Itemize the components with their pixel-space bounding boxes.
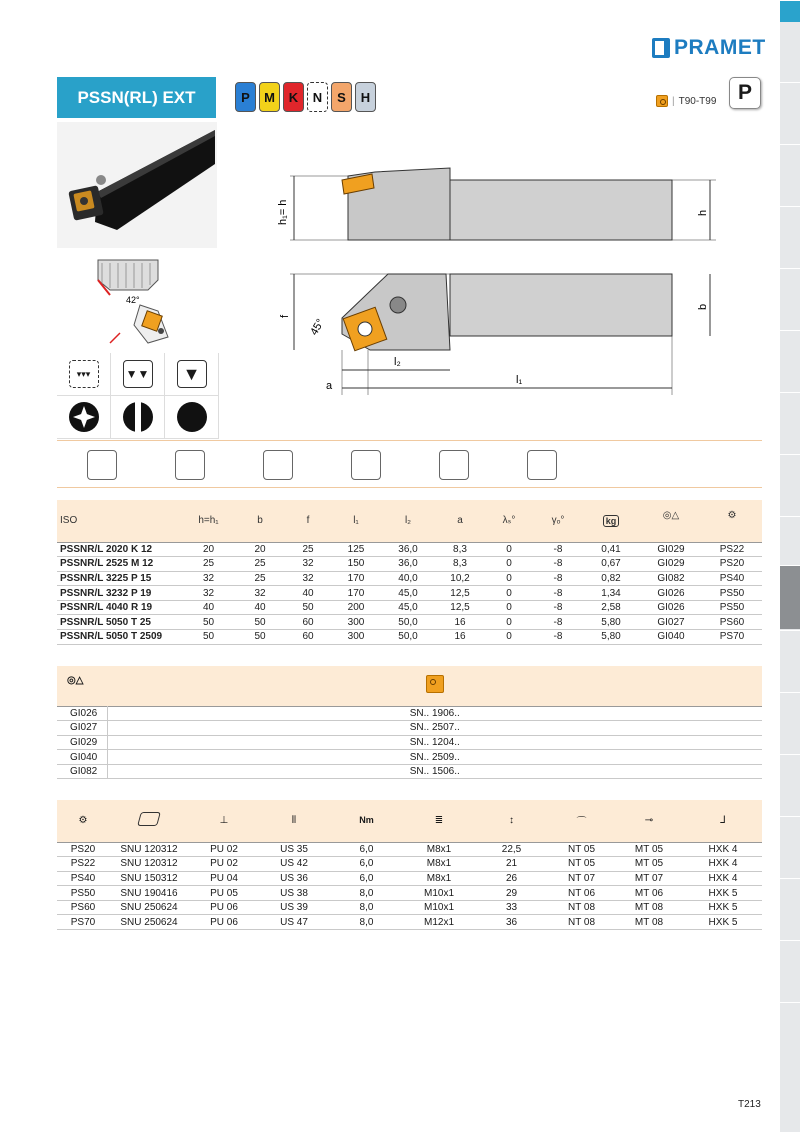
profile-turning-icon bbox=[263, 450, 293, 480]
table-cell: SN.. 2509.. bbox=[107, 750, 762, 765]
col-pin bbox=[189, 800, 259, 842]
table-cell: MT 05 bbox=[614, 842, 684, 857]
table-row bbox=[57, 615, 762, 630]
table-cell: 6,0 bbox=[329, 842, 404, 857]
table-cell: MT 05 bbox=[614, 857, 684, 872]
table-cell: MT 08 bbox=[614, 915, 684, 930]
table-cell: SNU 150312 bbox=[109, 871, 189, 886]
thread-icon: ≣ bbox=[434, 815, 444, 827]
insert-row bbox=[57, 735, 762, 750]
table-cell: 25 bbox=[181, 557, 236, 572]
icon-cell bbox=[111, 396, 165, 439]
table-cell: 0 bbox=[484, 557, 534, 572]
table-cell: PSSNR/L 3232 P 19 bbox=[57, 586, 181, 601]
table-cell: PSSNR/L 2020 K 12 bbox=[57, 542, 181, 557]
weight-icon: kg bbox=[603, 515, 620, 527]
chapter-tab bbox=[780, 330, 800, 390]
table-cell: PU 02 bbox=[189, 842, 259, 857]
insert-row bbox=[57, 764, 762, 779]
table-cell: NT 08 bbox=[549, 900, 614, 915]
spare-parts-row bbox=[57, 871, 762, 886]
table-cell: SN.. 2507.. bbox=[107, 721, 762, 736]
table-cell: 32 bbox=[236, 586, 284, 601]
spare-parts-row bbox=[57, 915, 762, 930]
page-number: T213 bbox=[738, 1099, 761, 1110]
table-cell: PS40 bbox=[57, 871, 109, 886]
chapter-tab bbox=[780, 144, 800, 204]
col-l1: l₁ bbox=[332, 500, 380, 542]
table-cell: 5,80 bbox=[582, 615, 640, 630]
length-icon: ↕ bbox=[509, 815, 514, 827]
table-cell: 32 bbox=[181, 571, 236, 586]
table-cell: GI026 bbox=[57, 706, 107, 721]
icon-cell bbox=[111, 353, 165, 396]
table-cell: MT 06 bbox=[614, 886, 684, 901]
medium-cut-icon: ▼▼ bbox=[123, 360, 153, 388]
col-iso: ISO bbox=[57, 500, 181, 542]
table-cell: 8,0 bbox=[329, 886, 404, 901]
table-cell: PS60 bbox=[57, 900, 109, 915]
chapter-tab bbox=[780, 692, 800, 752]
table-cell: NT 05 bbox=[549, 857, 614, 872]
a-label: a bbox=[326, 380, 333, 392]
table-cell: 0,41 bbox=[582, 542, 640, 557]
col-spare-parts bbox=[702, 500, 762, 542]
chapter-tab bbox=[780, 754, 800, 814]
table-cell: M10x1 bbox=[404, 900, 474, 915]
icon-cell bbox=[165, 396, 219, 439]
table-cell: PSSNR/L 5050 T 25 bbox=[57, 615, 181, 630]
grade-indicator bbox=[656, 95, 716, 107]
table-row bbox=[57, 630, 762, 645]
shim-icon bbox=[137, 812, 161, 826]
material-badge-h: H bbox=[355, 82, 376, 112]
table-cell: SN.. 1906.. bbox=[107, 706, 762, 721]
table-cell: HXK 5 bbox=[684, 915, 762, 930]
material-badge-s: S bbox=[331, 82, 352, 112]
table-cell: 0 bbox=[484, 586, 534, 601]
table-cell: GI027 bbox=[57, 721, 107, 736]
table-cell: PSSNR/L 3225 P 15 bbox=[57, 571, 181, 586]
table-cell: 125 bbox=[332, 542, 380, 557]
table-cell: 2,58 bbox=[582, 600, 640, 615]
chamfer-turning-icon bbox=[527, 450, 557, 480]
table-cell: 0,82 bbox=[582, 571, 640, 586]
brand-logo bbox=[652, 37, 766, 59]
table-cell: US 39 bbox=[259, 900, 329, 915]
groove-turning-icon bbox=[351, 450, 381, 480]
col-lambda: λₛ° bbox=[484, 500, 534, 542]
spare-parts-header-row bbox=[57, 800, 762, 842]
varying-cut-icon bbox=[121, 400, 155, 434]
table-cell: 10,2 bbox=[436, 571, 484, 586]
table-cell: PS50 bbox=[702, 600, 762, 615]
chapter-tab-top bbox=[780, 0, 800, 22]
table-cell: PS22 bbox=[57, 857, 109, 872]
table-cell: MT 08 bbox=[614, 900, 684, 915]
material-badges bbox=[235, 82, 376, 112]
dimension-drawing bbox=[270, 150, 720, 400]
table-cell: 6,0 bbox=[329, 857, 404, 872]
col-clamp-screw bbox=[614, 800, 684, 842]
col-a: a bbox=[436, 500, 484, 542]
operation-icons-row bbox=[57, 440, 762, 488]
col-h: h=h₁ bbox=[181, 500, 236, 542]
table-cell: 16 bbox=[436, 615, 484, 630]
table-cell: PS20 bbox=[702, 557, 762, 572]
spare-parts-row bbox=[57, 900, 762, 915]
chapter-tab bbox=[780, 392, 800, 452]
material-badge-n: N bbox=[307, 82, 328, 112]
table-cell: SNU 120312 bbox=[109, 842, 189, 857]
table-cell: -8 bbox=[534, 542, 582, 557]
table-cell: 0 bbox=[484, 542, 534, 557]
product-title: PSSN(RL) EXT bbox=[57, 77, 216, 118]
table-cell: 32 bbox=[284, 557, 332, 572]
table-cell: PU 04 bbox=[189, 871, 259, 886]
table-cell: SNU 250624 bbox=[109, 915, 189, 930]
table-row bbox=[57, 557, 762, 572]
table-cell: 25 bbox=[236, 571, 284, 586]
table-cell: SNU 190416 bbox=[109, 886, 189, 901]
table-cell: PS60 bbox=[702, 615, 762, 630]
table-cell: 0 bbox=[484, 630, 534, 645]
l1-label: l₁ bbox=[516, 374, 523, 386]
table-cell: PS70 bbox=[702, 630, 762, 645]
table-cell: 300 bbox=[332, 615, 380, 630]
table-cell: 0 bbox=[484, 571, 534, 586]
torque-icon: Nm bbox=[359, 815, 374, 826]
table-cell: -8 bbox=[534, 615, 582, 630]
col-insert-set bbox=[640, 500, 702, 542]
chapter-tab bbox=[780, 1002, 800, 1062]
insert-square-icon bbox=[426, 675, 444, 693]
table-cell: 32 bbox=[181, 586, 236, 601]
table-cell: 20 bbox=[181, 542, 236, 557]
table-cell: PSSNR/L 4040 R 19 bbox=[57, 600, 181, 615]
brand-name: PRAMET bbox=[674, 36, 766, 59]
f-label: f bbox=[279, 314, 291, 318]
table-cell: 50,0 bbox=[380, 615, 436, 630]
spare-parts-row bbox=[57, 857, 762, 872]
table-cell: 45,0 bbox=[380, 600, 436, 615]
table-cell: 5,80 bbox=[582, 630, 640, 645]
clamp-screw-icon: ⊸ bbox=[644, 815, 654, 827]
spare-parts-table bbox=[57, 800, 762, 930]
table-cell: 45,0 bbox=[380, 586, 436, 601]
table-cell: 36,0 bbox=[380, 557, 436, 572]
table-cell: GI027 bbox=[640, 615, 702, 630]
table-cell: 50 bbox=[181, 630, 236, 645]
table-cell: 33 bbox=[474, 900, 549, 915]
table-row bbox=[57, 571, 762, 586]
table-cell: 25 bbox=[236, 557, 284, 572]
table-cell: 0 bbox=[484, 615, 534, 630]
table-cell: 50 bbox=[181, 615, 236, 630]
table-cell: 1,34 bbox=[582, 586, 640, 601]
table-cell: GI082 bbox=[640, 571, 702, 586]
col-gamma: γₒ° bbox=[534, 500, 582, 542]
table-cell: 60 bbox=[284, 615, 332, 630]
facing-icon bbox=[439, 450, 469, 480]
table-cell: NT 06 bbox=[549, 886, 614, 901]
insert-square-icon bbox=[656, 95, 668, 107]
table-cell: 50 bbox=[236, 615, 284, 630]
chapter-tab bbox=[780, 82, 800, 142]
table-cell: GI029 bbox=[640, 557, 702, 572]
col-torque bbox=[329, 800, 404, 842]
product-photo bbox=[57, 122, 217, 248]
table-cell: NT 08 bbox=[549, 915, 614, 930]
table-cell: US 36 bbox=[259, 871, 329, 886]
col-clamp bbox=[549, 800, 614, 842]
chapter-tab bbox=[780, 206, 800, 266]
table-cell: 40 bbox=[284, 586, 332, 601]
dimensions-table bbox=[57, 500, 762, 645]
table-cell: 6,0 bbox=[329, 871, 404, 886]
table-cell: US 47 bbox=[259, 915, 329, 930]
table-cell: NT 07 bbox=[549, 871, 614, 886]
icon-cell bbox=[57, 353, 111, 396]
table-cell: GI040 bbox=[640, 630, 702, 645]
table-cell: PS70 bbox=[57, 915, 109, 930]
icon-cell bbox=[165, 353, 219, 396]
insert-table bbox=[57, 666, 762, 779]
table-cell: 50 bbox=[236, 630, 284, 645]
table-cell: M8x1 bbox=[404, 857, 474, 872]
table-cell: 8,0 bbox=[329, 900, 404, 915]
table-cell: 50,0 bbox=[380, 630, 436, 645]
continuous-cut-icon bbox=[175, 400, 209, 434]
hex-key-icon: ⅃ bbox=[720, 815, 726, 827]
material-badge-p: P bbox=[235, 82, 256, 112]
chapter-tab bbox=[780, 454, 800, 514]
insert-row bbox=[57, 706, 762, 721]
pin-icon: ⊥ bbox=[219, 815, 229, 827]
l2-label: l₂ bbox=[394, 356, 401, 368]
table-cell: MT 07 bbox=[614, 871, 684, 886]
application-badge: P bbox=[729, 77, 761, 109]
col-screw bbox=[259, 800, 329, 842]
table-cell: -8 bbox=[534, 630, 582, 645]
table-cell: 16 bbox=[436, 630, 484, 645]
external-turning-icon bbox=[87, 450, 117, 480]
chapter-tab-active bbox=[780, 565, 800, 629]
chapter-tab bbox=[780, 630, 800, 690]
table-cell: 8,3 bbox=[436, 542, 484, 557]
table-cell: GI026 bbox=[640, 600, 702, 615]
insert-set-icon: ◎△ bbox=[67, 674, 84, 686]
clamping-detail-drawing bbox=[80, 255, 220, 350]
table-cell: HXK 4 bbox=[684, 871, 762, 886]
table-cell: US 42 bbox=[259, 857, 329, 872]
table-row bbox=[57, 600, 762, 615]
table-header-row bbox=[57, 500, 762, 542]
h1-h-label: h₁= h bbox=[277, 199, 289, 225]
table-cell: M10x1 bbox=[404, 886, 474, 901]
heavy-cut-icon: ▼ bbox=[177, 360, 207, 388]
insert-row bbox=[57, 721, 762, 736]
table-cell: GI029 bbox=[640, 542, 702, 557]
table-cell: SN.. 1204.. bbox=[107, 735, 762, 750]
application-icon-grid bbox=[57, 353, 219, 439]
chapter-index-strip bbox=[780, 0, 800, 1132]
table-cell: US 38 bbox=[259, 886, 329, 901]
insert-set-header-icon bbox=[57, 666, 107, 706]
table-cell: 8,3 bbox=[436, 557, 484, 572]
table-cell: PS40 bbox=[702, 571, 762, 586]
table-cell: 12,5 bbox=[436, 600, 484, 615]
table-cell: 29 bbox=[474, 886, 549, 901]
col-key bbox=[684, 800, 762, 842]
table-cell: 150 bbox=[332, 557, 380, 572]
table-cell: PSSNR/L 2525 M 12 bbox=[57, 557, 181, 572]
table-cell: HXK 4 bbox=[684, 842, 762, 857]
table-cell: 36,0 bbox=[380, 542, 436, 557]
table-cell: 22,5 bbox=[474, 842, 549, 857]
table-cell: PS50 bbox=[57, 886, 109, 901]
table-cell: SNU 120312 bbox=[109, 857, 189, 872]
icon-cell bbox=[57, 396, 111, 439]
col-b: b bbox=[236, 500, 284, 542]
table-cell: 40 bbox=[236, 600, 284, 615]
table-cell: HXK 5 bbox=[684, 900, 762, 915]
table-cell: 300 bbox=[332, 630, 380, 645]
grade-separator: | bbox=[672, 95, 675, 107]
table-cell: 21 bbox=[474, 857, 549, 872]
table-cell: PSSNR/L 5050 T 2509 bbox=[57, 630, 181, 645]
chapter-tab bbox=[780, 268, 800, 328]
small-angle-label: 42° bbox=[126, 295, 140, 305]
table-cell: HXK 5 bbox=[684, 886, 762, 901]
table-cell: 40,0 bbox=[380, 571, 436, 586]
col-f: f bbox=[284, 500, 332, 542]
table-cell: GI026 bbox=[640, 586, 702, 601]
table-cell: 0,67 bbox=[582, 557, 640, 572]
table-cell: GI040 bbox=[57, 750, 107, 765]
table-cell: PS50 bbox=[702, 586, 762, 601]
table-cell: 36 bbox=[474, 915, 549, 930]
chapter-tab bbox=[780, 878, 800, 938]
material-badge-m: M bbox=[259, 82, 280, 112]
table-cell: PS22 bbox=[702, 542, 762, 557]
table-cell: PU 05 bbox=[189, 886, 259, 901]
table-cell: PU 02 bbox=[189, 857, 259, 872]
col-weight bbox=[582, 500, 640, 542]
table-cell: HXK 4 bbox=[684, 857, 762, 872]
taper-turning-icon bbox=[175, 450, 205, 480]
spare-parts-row bbox=[57, 842, 762, 857]
table-cell: 0 bbox=[484, 600, 534, 615]
h-label: h bbox=[697, 209, 709, 216]
table-cell: M12x1 bbox=[404, 915, 474, 930]
col-ps bbox=[57, 800, 109, 842]
table-cell: PU 06 bbox=[189, 915, 259, 930]
table-cell: -8 bbox=[534, 586, 582, 601]
insert-set-icon: ◎△ bbox=[662, 509, 680, 521]
table-cell: 170 bbox=[332, 571, 380, 586]
table-cell: -8 bbox=[534, 557, 582, 572]
table-cell: 60 bbox=[284, 630, 332, 645]
table-cell: GI029 bbox=[57, 735, 107, 750]
col-thread bbox=[404, 800, 474, 842]
table-cell: 50 bbox=[284, 600, 332, 615]
table-cell: 12,5 bbox=[436, 586, 484, 601]
spare-parts-icon: ⚙ bbox=[727, 509, 737, 521]
table-row bbox=[57, 586, 762, 601]
table-cell: M8x1 bbox=[404, 842, 474, 857]
spare-parts-row bbox=[57, 886, 762, 901]
table-cell: 8,0 bbox=[329, 915, 404, 930]
table-cell: 26 bbox=[474, 871, 549, 886]
angle-label: 45° bbox=[308, 317, 327, 338]
insert-shape-header bbox=[107, 666, 762, 706]
table-cell: 32 bbox=[284, 571, 332, 586]
col-length bbox=[474, 800, 549, 842]
table-cell: 25 bbox=[284, 542, 332, 557]
table-cell: GI082 bbox=[57, 764, 107, 779]
b-label: b bbox=[697, 303, 709, 310]
interrupted-cut-icon bbox=[67, 400, 101, 434]
table-cell: -8 bbox=[534, 571, 582, 586]
brand-logo-icon bbox=[652, 38, 670, 58]
table-cell: US 35 bbox=[259, 842, 329, 857]
grade-range: T90-T99 bbox=[678, 95, 717, 107]
table-row bbox=[57, 542, 762, 557]
table-cell: 170 bbox=[332, 586, 380, 601]
col-l2: l₂ bbox=[380, 500, 436, 542]
insert-table-header bbox=[57, 666, 762, 706]
table-cell: -8 bbox=[534, 600, 582, 615]
table-cell: 200 bbox=[332, 600, 380, 615]
table-cell: PU 06 bbox=[189, 900, 259, 915]
chapter-tab bbox=[780, 816, 800, 876]
table-cell: 40 bbox=[181, 600, 236, 615]
table-cell: SNU 250624 bbox=[109, 900, 189, 915]
table-cell: 20 bbox=[236, 542, 284, 557]
table-cell: NT 05 bbox=[549, 842, 614, 857]
table-cell: PS20 bbox=[57, 842, 109, 857]
chapter-tab bbox=[780, 940, 800, 1000]
material-badge-k: K bbox=[283, 82, 304, 112]
screw-icon: ⦀ bbox=[291, 815, 297, 827]
table-cell: SN.. 1506.. bbox=[107, 764, 762, 779]
spare-parts-icon: ⚙ bbox=[78, 815, 88, 827]
col-shim bbox=[109, 800, 189, 842]
insert-row bbox=[57, 750, 762, 765]
table-cell: M8x1 bbox=[404, 871, 474, 886]
light-cut-icon: ▾▾▾ bbox=[69, 360, 99, 388]
clamp-icon: ⌒ bbox=[576, 817, 587, 829]
